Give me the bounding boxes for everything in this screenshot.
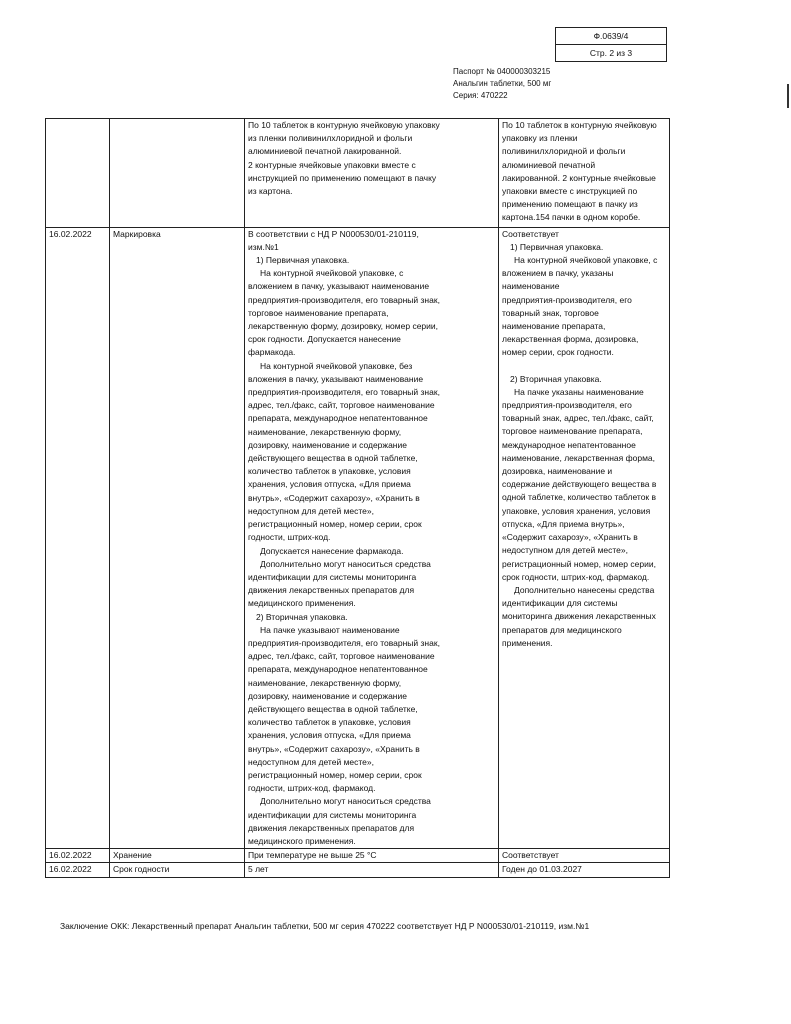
form-code: Ф.0639/4 bbox=[593, 31, 629, 41]
row-requirement bbox=[245, 119, 499, 228]
text-line: 2) Вторичная упаковка. bbox=[256, 611, 348, 622]
text-line: наименование, лекарственную форму, bbox=[248, 426, 402, 437]
text-line: идентификации для системы мониторинга bbox=[248, 809, 417, 820]
text-line: наименование, лекарственная форма, bbox=[502, 452, 655, 463]
text-line: При температуре не выше 25 °С bbox=[248, 850, 377, 861]
row-test-name bbox=[110, 119, 245, 228]
scan-edge-mark bbox=[787, 84, 789, 108]
text-line: лекарственную форму, дозировку, номер серии, bbox=[248, 321, 439, 332]
row-result bbox=[499, 863, 670, 877]
table-row bbox=[46, 849, 670, 863]
text-line: 2) Вторичная упаковка. bbox=[510, 373, 602, 384]
text-line: изм.№1 bbox=[248, 241, 279, 252]
text-line: фармакода. bbox=[248, 347, 296, 358]
text-line: упаковку из пленки bbox=[502, 133, 578, 144]
text-line: хранения, условия отпуска, «Для приема bbox=[248, 730, 411, 741]
text-line: В соответствии с НД Р N000530/01-210119, bbox=[248, 228, 419, 239]
text-line: Дополнительно могут наноситься средства bbox=[260, 796, 431, 807]
row-date: 16.02.2022 bbox=[46, 227, 110, 849]
text-line: 5 лет bbox=[248, 864, 269, 875]
text-line: Дополнительно нанесены средства bbox=[514, 584, 655, 595]
text-line: срок годности, штрих-код, фармакод. bbox=[502, 571, 650, 582]
row-test-name: Маркировка bbox=[110, 227, 245, 849]
text-line: регистрационный номер, номер серии, bbox=[502, 558, 656, 569]
text-line: медицинского применения. bbox=[248, 598, 356, 609]
text-line: вложения в пачку, указывают наименование bbox=[248, 373, 424, 384]
text-line: предприятия-производителя, его bbox=[502, 294, 632, 305]
text-line: недоступном для детей месте», bbox=[502, 545, 628, 556]
text-line: инструкцией по применению помещают в пачку bbox=[248, 172, 437, 183]
text-line: срок годности. Допускается нанесение bbox=[248, 334, 401, 345]
text-line: годности, штрих-код. bbox=[248, 532, 331, 543]
table-row bbox=[46, 119, 670, 228]
text-line: вложением в пачку, указывают наименование bbox=[248, 281, 430, 292]
text-line: международное непатентованное bbox=[502, 439, 636, 450]
text-line: регистрационный номер, номер серии, срок bbox=[248, 769, 422, 780]
text-line: препарата, международное непатентованное bbox=[248, 664, 428, 675]
text-line: На контурной ячейковой упаковке, без bbox=[260, 360, 413, 371]
conclusion-text: Заключение ОКК: Лекарственный препарат Анальгин таблетки, 500 мг серия 470222 соответствует НД Р N000530/01-210119, изм.№1 bbox=[60, 921, 590, 931]
text-line: На пачке указывают наименование bbox=[260, 624, 400, 635]
text-line: торговое наименование препарата, bbox=[502, 426, 643, 437]
text-line: наименование, лекарственную форму, bbox=[248, 677, 402, 688]
text-line: недоступном для детей месте», bbox=[248, 756, 374, 767]
text-line: предприятия-производителя, его товарный знак, bbox=[248, 294, 440, 305]
text-line: «Содержит сахарозу», «Хранить в bbox=[502, 532, 638, 543]
text-line: количество таблеток в упаковке, условия bbox=[248, 717, 411, 728]
text-line: На пачке указаны наименование bbox=[514, 386, 644, 397]
text-line: лакированной. 2 контурные ячейковые bbox=[502, 172, 656, 183]
row-date bbox=[46, 119, 110, 228]
text-line: движения лекарственных препаратов для bbox=[248, 822, 415, 833]
text-line: медицинского применения. bbox=[248, 835, 356, 846]
row-test-name: Хранение bbox=[110, 849, 245, 863]
row-result bbox=[499, 119, 670, 228]
text-line bbox=[502, 360, 666, 373]
text-line: Соответствует bbox=[502, 850, 559, 861]
text-line: дозировка, наименование и bbox=[502, 466, 613, 477]
text-line: действующего вещества в одной таблетке, bbox=[248, 453, 418, 464]
text-line: недоступном для детей месте», bbox=[248, 505, 374, 516]
row-result bbox=[499, 849, 670, 863]
text-line: предприятия-производителя, его товарный знак, bbox=[248, 387, 440, 398]
text-line: товарный знак, торговое bbox=[502, 307, 599, 318]
text-line: поливинилхлоридной и фольги bbox=[502, 146, 626, 157]
row-result bbox=[499, 227, 670, 849]
text-line: Допускается нанесение фармакода. bbox=[260, 545, 404, 556]
text-line: идентификации для системы bbox=[502, 598, 618, 609]
text-line: дозировку, наименование и содержание bbox=[248, 439, 407, 450]
text-line: 1) Первичная упаковка. bbox=[510, 241, 604, 252]
results-table bbox=[45, 118, 670, 878]
text-line: упаковке, условия хранения, условия bbox=[502, 505, 651, 516]
text-line: Дополнительно могут наноситься средства bbox=[260, 558, 431, 569]
text-line: наименование bbox=[502, 281, 560, 292]
text-line: отпуска, «Для приема внутрь», bbox=[502, 518, 625, 529]
passport-number: Паспорт № 040000303215 bbox=[453, 67, 551, 76]
text-line: предприятия-производителя, его товарный знак, bbox=[248, 637, 440, 648]
text-line: 1) Первичная упаковка. bbox=[256, 255, 350, 266]
passport-series: Серия: 470222 bbox=[453, 91, 508, 100]
text-line: предприятия-производителя, его bbox=[502, 400, 632, 411]
row-requirement bbox=[245, 227, 499, 849]
passport-header bbox=[453, 66, 551, 102]
text-line: Годен до 01.03.2027 bbox=[502, 864, 582, 875]
text-line: мониторинга движения лекарственных bbox=[502, 611, 656, 622]
text-line: действующего вещества в одной таблетке, bbox=[248, 703, 418, 714]
text-line: внутрь», «Содержит сахарозу», «Хранить в bbox=[248, 743, 420, 754]
text-line: алюминиевой печатной bbox=[502, 159, 596, 170]
text-line: лекарственная форма, дозировка, bbox=[502, 334, 639, 345]
text-line: По 10 таблеток в контурную ячейковую упаковку bbox=[248, 120, 440, 130]
row-date: 16.02.2022 bbox=[46, 849, 110, 863]
text-line: регистрационный номер, номер серии, срок bbox=[248, 519, 422, 530]
text-line: адрес, тел./факс, сайт, торговое наименование bbox=[248, 400, 435, 411]
text-line: движения лекарственных препаратов для bbox=[248, 585, 415, 596]
text-line: идентификации для системы мониторинга bbox=[248, 571, 417, 582]
text-line: алюминиевой печатной лакированной. bbox=[248, 146, 402, 157]
text-line: вложением в пачку, указаны bbox=[502, 268, 614, 279]
text-line: 2 контурные ячейковые упаковки вместе с bbox=[248, 159, 416, 170]
text-line: одной таблетке, количество таблеток в bbox=[502, 492, 657, 503]
text-line: адрес, тел./факс, сайт, торговое наименование bbox=[248, 651, 435, 662]
text-line: из картона. bbox=[248, 186, 293, 197]
text-line: годности, штрих-код, фармакод. bbox=[248, 783, 376, 794]
text-line: торговое наименование препарата, bbox=[248, 307, 389, 318]
table-row bbox=[46, 227, 670, 849]
text-line: По 10 таблеток в контурную ячейковую bbox=[502, 120, 657, 130]
text-line: На контурной ячейковой упаковке, с bbox=[260, 268, 404, 279]
text-line: количество таблеток в упаковке, условия bbox=[248, 466, 411, 477]
row-requirement bbox=[245, 863, 499, 877]
text-line: внутрь», «Содержит сахарозу», «Хранить в bbox=[248, 492, 420, 503]
text-line: номер серии, срок годности. bbox=[502, 347, 614, 358]
passport-product: Анальгин таблетки, 500 мг bbox=[453, 79, 552, 88]
text-line: хранения, условия отпуска, «Для приема bbox=[248, 479, 411, 490]
text-line: товарный знак, адрес, тел./факс, сайт, bbox=[502, 413, 654, 424]
text-line: упаковки вместе с инструкцией по bbox=[502, 186, 638, 197]
text-line: содержание действующего вещества в bbox=[502, 479, 657, 490]
text-line: препарата, международное непатентованное bbox=[248, 413, 428, 424]
text-line: препаратов для медицинского bbox=[502, 624, 622, 635]
page-number: Стр. 2 из 3 bbox=[556, 44, 666, 61]
row-date: 16.02.2022 bbox=[46, 863, 110, 877]
form-code-box bbox=[555, 27, 667, 62]
table-row bbox=[46, 863, 670, 877]
text-line: наименование препарата, bbox=[502, 321, 606, 332]
text-line: картона.154 пачки в одном коробе. bbox=[502, 212, 641, 223]
text-line: из пленки поливинилхлоридной и фольги bbox=[248, 133, 413, 144]
text-line: применения. bbox=[502, 637, 553, 648]
text-line: На контурной ячейковой упаковке, с bbox=[514, 255, 658, 266]
row-test-name: Срок годности bbox=[110, 863, 245, 877]
row-requirement bbox=[245, 849, 499, 863]
text-line: Соответствует bbox=[502, 228, 559, 239]
text-line: дозировку, наименование и содержание bbox=[248, 690, 407, 701]
text-line: применению помещают в пачку из bbox=[502, 199, 638, 210]
